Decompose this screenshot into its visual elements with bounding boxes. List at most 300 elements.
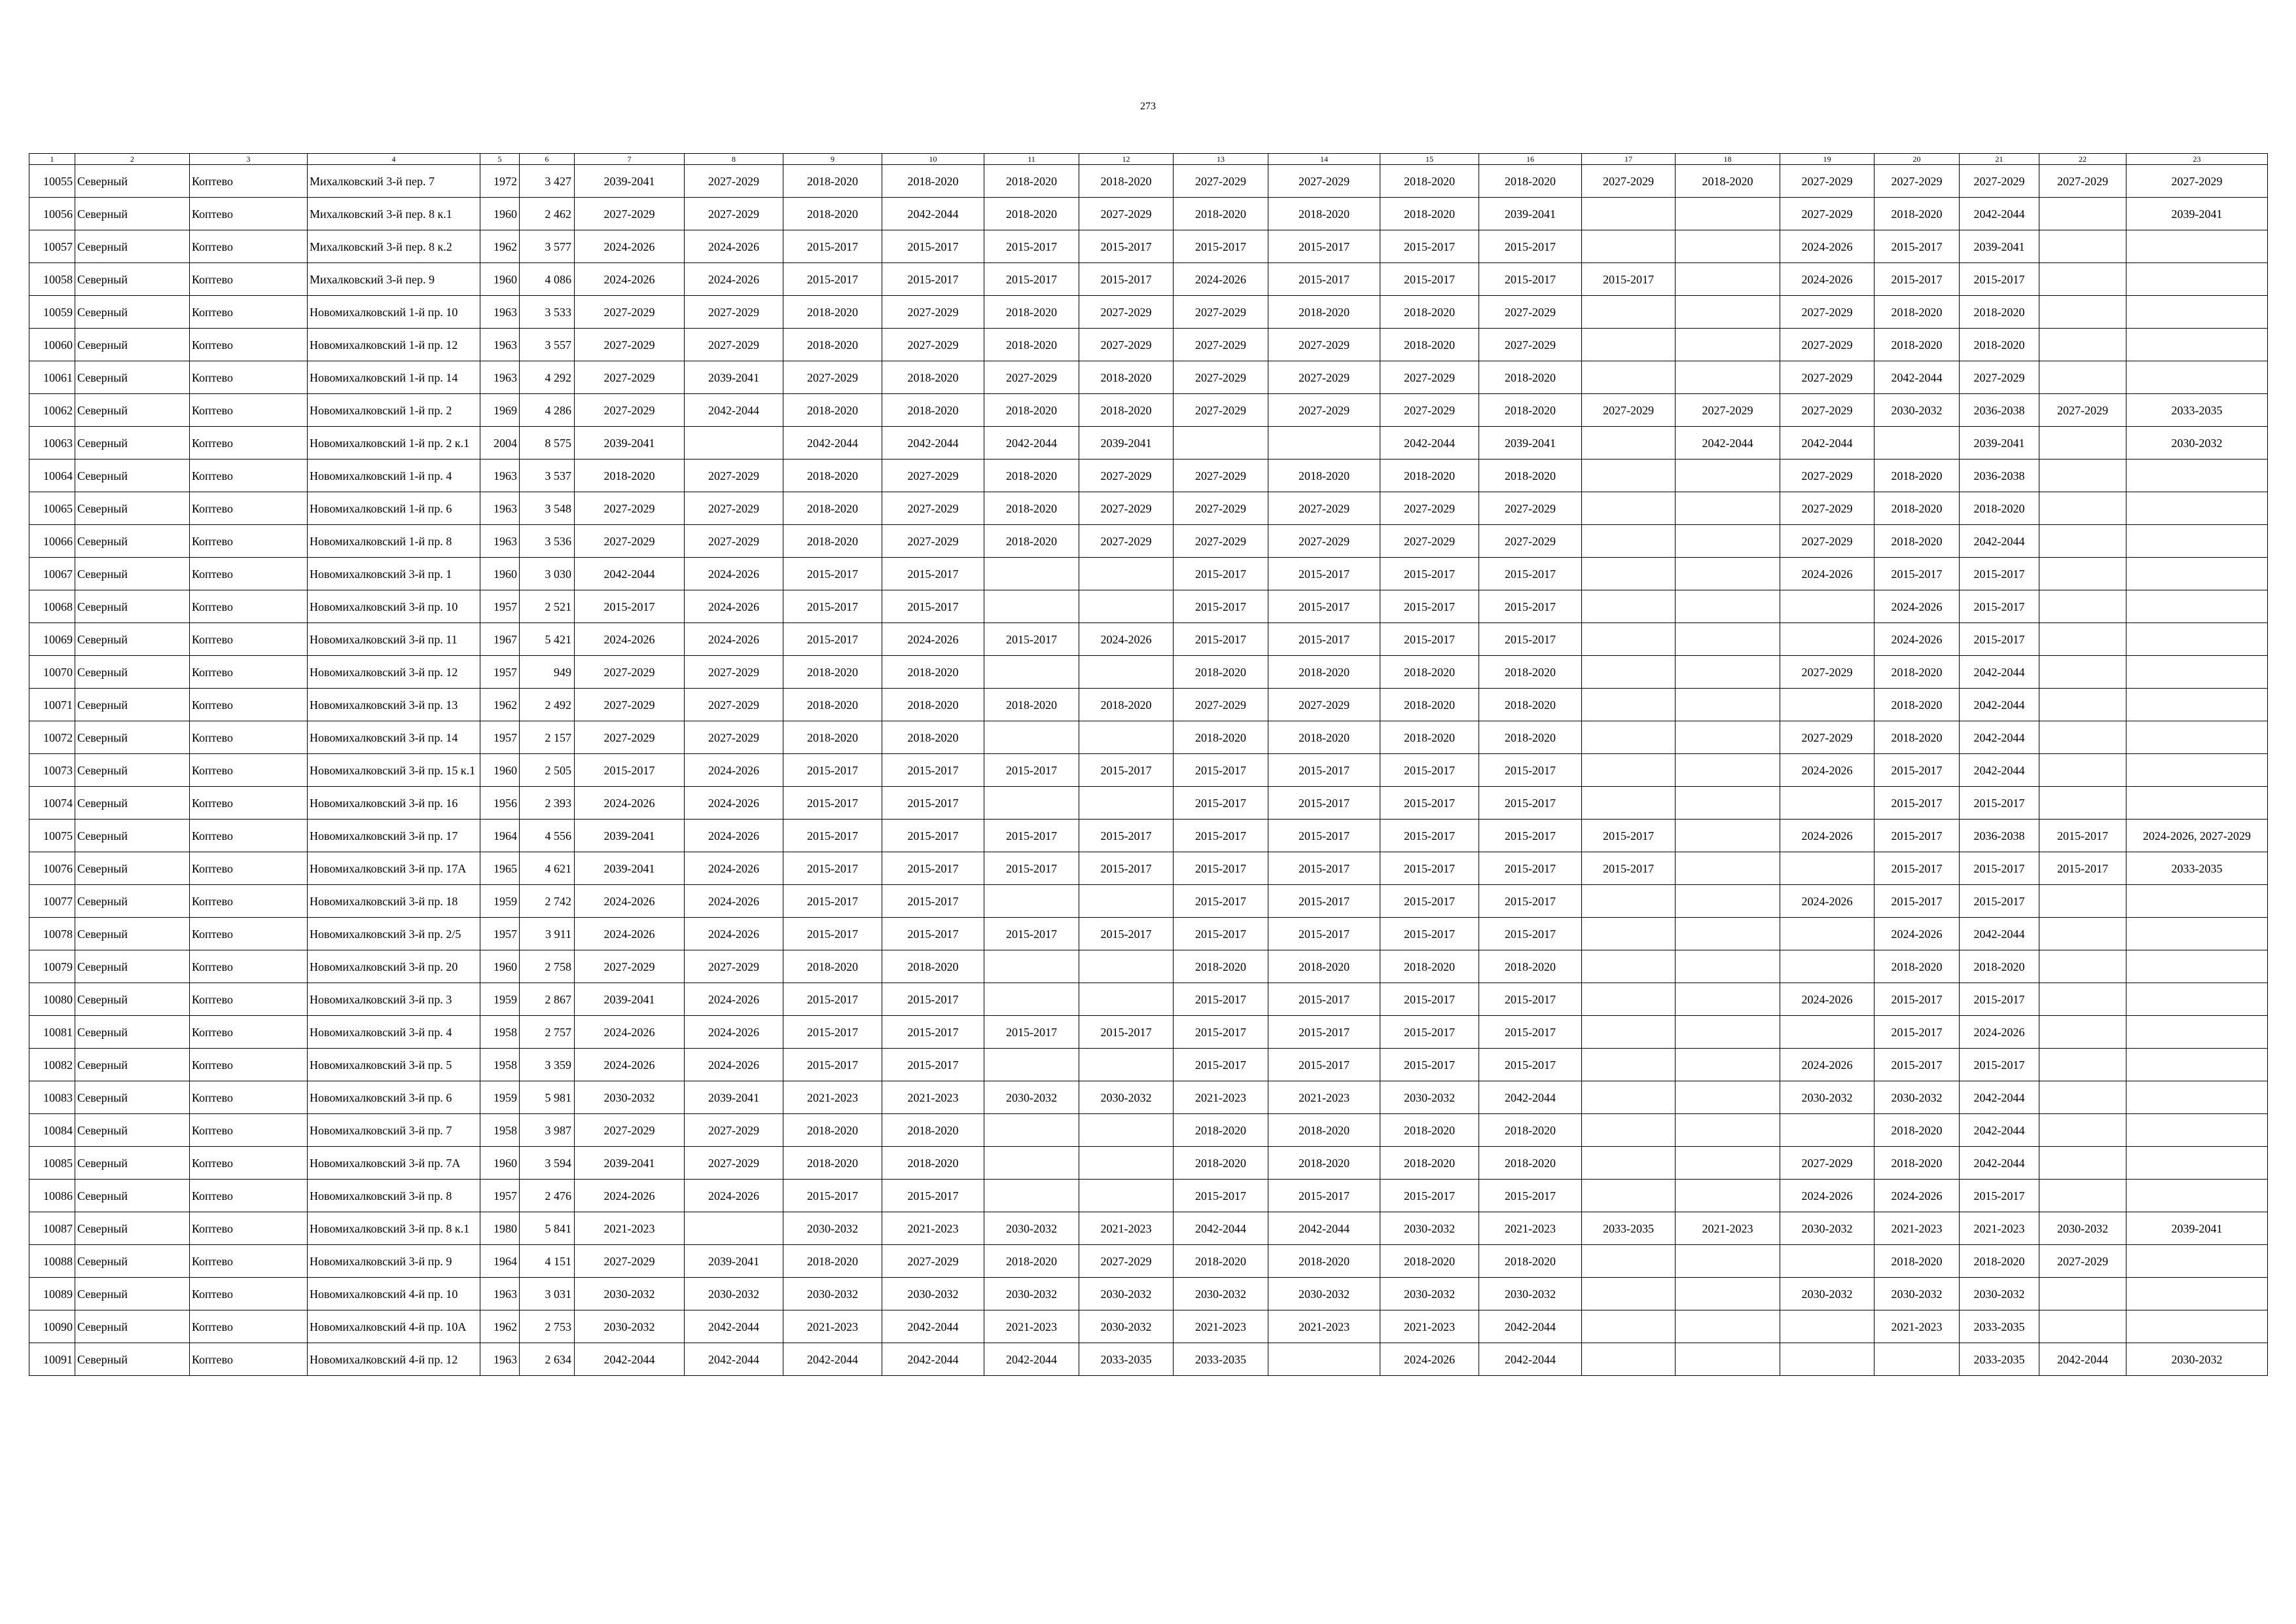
period-cell: 2015-2017	[1874, 230, 1960, 263]
period-cell	[2039, 460, 2126, 492]
period-cell: 2015-2017	[1268, 820, 1380, 852]
period-cell	[1676, 1310, 1780, 1343]
period-cell	[1676, 590, 1780, 623]
column-number-header: 20	[1874, 154, 1960, 165]
period-cell: 2018-2020	[1874, 1245, 1960, 1278]
period-cell: 2024-2026	[1780, 820, 1874, 852]
period-cell: 2030-2032	[1380, 1278, 1479, 1310]
period-cell: 2024-2026	[1780, 1049, 1874, 1081]
district-cell: Северный	[75, 198, 190, 230]
period-cell: 2027-2029	[1174, 460, 1268, 492]
row-id-cell: 10081	[29, 1016, 75, 1049]
period-cell	[2126, 1245, 2268, 1278]
period-cell: 2015-2017	[1174, 754, 1268, 787]
period-cell: 2015-2017	[1174, 918, 1268, 950]
year-cell: 1967	[480, 623, 520, 656]
period-cell: 2024-2026	[685, 852, 783, 885]
year-cell: 1960	[480, 558, 520, 590]
period-cell: 2042-2044	[1960, 1081, 2039, 1114]
period-cell	[2039, 1278, 2126, 1310]
table-row	[29, 983, 2268, 1016]
period-cell	[1676, 918, 1780, 950]
row-id-cell: 10083	[29, 1081, 75, 1114]
period-cell: 2015-2017	[1960, 885, 2039, 918]
period-cell	[1174, 427, 1268, 460]
period-cell: 2039-2041	[575, 983, 685, 1016]
period-cell: 2018-2020	[984, 198, 1079, 230]
period-cell: 2021-2023	[1874, 1310, 1960, 1343]
year-cell: 1980	[480, 1212, 520, 1245]
address-cell: Новомихалковский 3-й пр. 17	[308, 820, 480, 852]
area-cell: Коптево	[190, 329, 308, 361]
period-cell: 2024-2026	[685, 820, 783, 852]
period-cell: 2015-2017	[1079, 754, 1174, 787]
period-cell	[1874, 1343, 1960, 1376]
period-cell: 2024-2026	[575, 1180, 685, 1212]
address-cell: Новомихалковский 3-й пр. 20	[308, 950, 480, 983]
period-cell: 2015-2017	[1079, 820, 1174, 852]
period-cell	[1676, 950, 1780, 983]
period-cell	[1780, 787, 1874, 820]
row-id-cell: 10084	[29, 1114, 75, 1147]
period-cell	[2039, 361, 2126, 394]
column-number-header: 7	[575, 154, 685, 165]
row-id-cell: 10091	[29, 1343, 75, 1376]
period-cell	[1079, 950, 1174, 983]
year-cell: 1957	[480, 590, 520, 623]
year-cell: 1956	[480, 787, 520, 820]
period-cell: 2018-2020	[1874, 198, 1960, 230]
period-cell: 2042-2044	[882, 1310, 984, 1343]
period-cell: 2027-2029	[1479, 296, 1582, 329]
period-cell	[1780, 1310, 1874, 1343]
period-cell: 2036-2038	[1960, 460, 2039, 492]
period-cell	[1676, 754, 1780, 787]
period-cell: 2015-2017	[1380, 1016, 1479, 1049]
period-cell: 2021-2023	[575, 1212, 685, 1245]
period-cell	[1676, 230, 1780, 263]
area-cell: Коптево	[190, 754, 308, 787]
period-cell: 2024-2026	[685, 885, 783, 918]
period-cell: 2027-2029	[575, 361, 685, 394]
table-row	[29, 165, 2268, 198]
period-cell: 2027-2029	[1268, 525, 1380, 558]
column-number-header: 4	[308, 154, 480, 165]
period-cell	[2039, 1049, 2126, 1081]
period-cell	[1780, 918, 1874, 950]
area-cell: Коптево	[190, 1278, 308, 1310]
area-cell: Коптево	[190, 1245, 308, 1278]
district-cell: Северный	[75, 329, 190, 361]
period-cell	[2126, 1310, 2268, 1343]
row-id-cell: 10056	[29, 198, 75, 230]
period-cell: 2015-2017	[1268, 885, 1380, 918]
period-cell: 2015-2017	[882, 590, 984, 623]
year-cell: 1960	[480, 198, 520, 230]
year-cell: 1963	[480, 492, 520, 525]
period-cell	[2126, 1180, 2268, 1212]
period-cell: 2015-2017	[2039, 820, 2126, 852]
year-cell: 1957	[480, 1180, 520, 1212]
period-cell: 2027-2029	[1780, 361, 1874, 394]
row-id-cell: 10077	[29, 885, 75, 918]
period-cell: 2027-2029	[575, 525, 685, 558]
row-id-cell: 10062	[29, 394, 75, 427]
row-id-cell: 10076	[29, 852, 75, 885]
period-cell: 2018-2020	[783, 198, 882, 230]
period-cell: 2027-2029	[1780, 525, 1874, 558]
column-number-header: 13	[1174, 154, 1268, 165]
district-cell: Северный	[75, 1343, 190, 1376]
period-cell	[1582, 754, 1676, 787]
period-cell: 2027-2029	[1268, 689, 1380, 721]
area-cell: Коптево	[190, 1114, 308, 1147]
total-area-cell: 2 521	[520, 590, 575, 623]
period-cell	[2126, 460, 2268, 492]
period-cell: 2024-2026	[685, 787, 783, 820]
period-cell	[2039, 296, 2126, 329]
period-cell: 2015-2017	[1479, 852, 1582, 885]
period-cell: 2018-2020	[783, 492, 882, 525]
period-cell: 2024-2026	[1780, 263, 1874, 296]
period-cell: 2027-2029	[1676, 394, 1780, 427]
column-number-header: 9	[783, 154, 882, 165]
period-cell: 2030-2032	[2039, 1212, 2126, 1245]
period-cell: 2027-2029	[1780, 721, 1874, 754]
period-cell	[1582, 1049, 1676, 1081]
period-cell: 2042-2044	[1960, 198, 2039, 230]
area-cell: Коптево	[190, 1147, 308, 1180]
period-cell	[1676, 623, 1780, 656]
period-cell: 2027-2029	[1268, 361, 1380, 394]
period-cell	[2039, 590, 2126, 623]
period-cell: 2027-2029	[2039, 394, 2126, 427]
period-cell: 2018-2020	[1479, 721, 1582, 754]
period-cell: 2033-2035	[1079, 1343, 1174, 1376]
table-row	[29, 721, 2268, 754]
period-cell: 2018-2020	[1479, 1147, 1582, 1180]
district-cell: Северный	[75, 918, 190, 950]
period-cell: 2015-2017	[783, 918, 882, 950]
period-cell	[1676, 1278, 1780, 1310]
period-cell	[1780, 1343, 1874, 1376]
period-cell: 2015-2017	[1268, 590, 1380, 623]
period-cell: 2027-2029	[882, 492, 984, 525]
address-cell: Новомихалковский 1-й пр. 12	[308, 329, 480, 361]
period-cell	[1676, 492, 1780, 525]
period-cell	[1582, 885, 1676, 918]
period-cell: 2018-2020	[1268, 1245, 1380, 1278]
period-cell: 2015-2017	[1079, 1016, 1174, 1049]
period-cell: 2030-2032	[882, 1278, 984, 1310]
period-cell: 2018-2020	[1079, 165, 1174, 198]
period-cell: 2042-2044	[1960, 1114, 2039, 1147]
period-cell: 2018-2020	[1380, 460, 1479, 492]
period-cell: 2024-2026	[685, 558, 783, 590]
area-cell: Коптево	[190, 1343, 308, 1376]
period-cell: 2027-2029	[685, 296, 783, 329]
period-cell	[2126, 983, 2268, 1016]
table-row	[29, 689, 2268, 721]
period-cell: 2030-2032	[1874, 1278, 1960, 1310]
period-cell: 2018-2020	[1174, 1147, 1268, 1180]
total-area-cell: 2 393	[520, 787, 575, 820]
area-cell: Коптево	[190, 525, 308, 558]
period-cell: 2027-2029	[1479, 525, 1582, 558]
period-cell: 2018-2020	[1874, 329, 1960, 361]
period-cell: 2024-2026	[685, 590, 783, 623]
year-cell: 1965	[480, 852, 520, 885]
total-area-cell: 5 421	[520, 623, 575, 656]
year-cell: 1972	[480, 165, 520, 198]
period-cell: 2027-2029	[1268, 394, 1380, 427]
column-number-header: 11	[984, 154, 1079, 165]
period-cell: 2030-2032	[1079, 1310, 1174, 1343]
year-cell: 1962	[480, 230, 520, 263]
period-cell: 2015-2017	[1268, 852, 1380, 885]
period-cell: 2015-2017	[882, 1180, 984, 1212]
district-cell: Северный	[75, 1278, 190, 1310]
period-cell: 2015-2017	[882, 754, 984, 787]
area-cell: Коптево	[190, 1212, 308, 1245]
period-cell	[1582, 623, 1676, 656]
period-cell	[2039, 263, 2126, 296]
column-number-header: 5	[480, 154, 520, 165]
column-number-header: 17	[1582, 154, 1676, 165]
area-cell: Коптево	[190, 1049, 308, 1081]
period-cell: 2018-2020	[984, 296, 1079, 329]
period-cell: 2018-2020	[882, 1114, 984, 1147]
district-cell: Северный	[75, 1016, 190, 1049]
period-cell: 2027-2029	[1780, 329, 1874, 361]
period-cell: 2024-2026	[1780, 754, 1874, 787]
row-id-cell: 10064	[29, 460, 75, 492]
period-cell: 2021-2023	[783, 1310, 882, 1343]
period-cell: 2042-2044	[1960, 721, 2039, 754]
period-cell: 2042-2044	[882, 198, 984, 230]
period-cell: 2024-2026	[1174, 263, 1268, 296]
period-cell	[1780, 950, 1874, 983]
area-cell: Коптево	[190, 296, 308, 329]
year-cell: 1960	[480, 754, 520, 787]
table-row	[29, 329, 2268, 361]
period-cell: 2015-2017	[1079, 852, 1174, 885]
period-cell: 2030-2032	[2126, 427, 2268, 460]
address-cell: Новомихалковский 1-й пр. 6	[308, 492, 480, 525]
address-cell: Новомихалковский 4-й пр. 10	[308, 1278, 480, 1310]
period-cell	[1780, 590, 1874, 623]
period-cell: 2015-2017	[575, 754, 685, 787]
period-cell	[2039, 1310, 2126, 1343]
period-cell: 2027-2029	[1079, 460, 1174, 492]
period-cell: 2033-2035	[1174, 1343, 1268, 1376]
period-cell	[1582, 918, 1676, 950]
table-row	[29, 230, 2268, 263]
period-cell: 2015-2017	[984, 1016, 1079, 1049]
period-cell: 2042-2044	[1960, 754, 2039, 787]
period-cell: 2018-2020	[783, 460, 882, 492]
period-cell	[1780, 1245, 1874, 1278]
total-area-cell: 3 987	[520, 1114, 575, 1147]
period-cell	[1676, 885, 1780, 918]
period-cell: 2027-2029	[1479, 492, 1582, 525]
area-cell: Коптево	[190, 1081, 308, 1114]
district-cell: Северный	[75, 460, 190, 492]
period-cell: 2024-2026	[1874, 623, 1960, 656]
period-cell: 2027-2029	[1174, 525, 1268, 558]
period-cell	[2039, 1081, 2126, 1114]
year-cell: 1962	[480, 1310, 520, 1343]
period-cell	[2126, 721, 2268, 754]
year-cell: 1958	[480, 1114, 520, 1147]
period-cell: 2015-2017	[1960, 623, 2039, 656]
period-cell: 2030-2032	[1174, 1278, 1268, 1310]
period-cell: 2015-2017	[882, 885, 984, 918]
period-cell	[1582, 525, 1676, 558]
period-cell: 2015-2017	[1174, 590, 1268, 623]
year-cell: 1963	[480, 296, 520, 329]
period-cell: 2030-2032	[1874, 1081, 1960, 1114]
period-cell	[2126, 754, 2268, 787]
year-cell: 1963	[480, 1278, 520, 1310]
period-cell: 2015-2017	[1380, 263, 1479, 296]
period-cell: 2042-2044	[882, 1343, 984, 1376]
period-cell: 2015-2017	[1268, 983, 1380, 1016]
period-cell: 2024-2026	[1780, 885, 1874, 918]
period-cell: 2042-2044	[1960, 1147, 2039, 1180]
row-id-cell: 10063	[29, 427, 75, 460]
column-number-header: 23	[2126, 154, 2268, 165]
period-cell: 2021-2023	[1380, 1310, 1479, 1343]
period-cell: 2042-2044	[575, 558, 685, 590]
table-row	[29, 1114, 2268, 1147]
period-cell	[1079, 558, 1174, 590]
period-cell: 2018-2020	[1676, 165, 1780, 198]
total-area-cell: 3 548	[520, 492, 575, 525]
period-cell: 2018-2020	[783, 950, 882, 983]
period-cell: 2015-2017	[984, 918, 1079, 950]
period-cell: 2027-2029	[1174, 394, 1268, 427]
period-cell: 2021-2023	[1676, 1212, 1780, 1245]
period-cell: 2027-2029	[575, 656, 685, 689]
row-id-cell: 10075	[29, 820, 75, 852]
period-cell: 2021-2023	[1174, 1310, 1268, 1343]
row-id-cell: 10071	[29, 689, 75, 721]
period-cell: 2027-2029	[575, 721, 685, 754]
period-cell: 2015-2017	[783, 852, 882, 885]
row-id-cell: 10089	[29, 1278, 75, 1310]
period-cell: 2018-2020	[783, 329, 882, 361]
column-number-row	[29, 154, 2268, 165]
period-cell: 2027-2029	[575, 950, 685, 983]
period-cell: 2018-2020	[783, 1245, 882, 1278]
period-cell: 2039-2041	[1479, 198, 1582, 230]
year-cell: 1958	[480, 1049, 520, 1081]
period-cell	[1079, 983, 1174, 1016]
period-cell	[1676, 689, 1780, 721]
year-cell: 1962	[480, 689, 520, 721]
period-cell: 2030-2032	[1780, 1081, 1874, 1114]
period-cell: 2015-2017	[882, 230, 984, 263]
period-cell: 2027-2029	[1479, 329, 1582, 361]
address-cell: Новомихалковский 1-й пр. 14	[308, 361, 480, 394]
row-id-cell: 10078	[29, 918, 75, 950]
period-cell: 2015-2017	[783, 1049, 882, 1081]
period-cell: 2018-2020	[1174, 198, 1268, 230]
district-cell: Северный	[75, 1147, 190, 1180]
period-cell: 2018-2020	[984, 329, 1079, 361]
period-cell: 2027-2029	[1079, 198, 1174, 230]
row-id-cell: 10087	[29, 1212, 75, 1245]
period-cell: 2018-2020	[1479, 689, 1582, 721]
year-cell: 1959	[480, 885, 520, 918]
address-cell: Новомихалковский 3-й пр. 8	[308, 1180, 480, 1212]
period-cell: 2027-2029	[1268, 165, 1380, 198]
address-cell: Новомихалковский 3-й пр. 6	[308, 1081, 480, 1114]
period-cell: 2018-2020	[1479, 656, 1582, 689]
total-area-cell: 2 634	[520, 1343, 575, 1376]
period-cell: 2042-2044	[1268, 1212, 1380, 1245]
period-cell: 2018-2020	[1268, 460, 1380, 492]
period-cell: 2015-2017	[1174, 1049, 1268, 1081]
period-cell: 2039-2041	[1479, 427, 1582, 460]
period-cell: 2024-2026	[685, 918, 783, 950]
period-cell	[1780, 852, 1874, 885]
period-cell: 2042-2044	[1479, 1310, 1582, 1343]
year-cell: 1963	[480, 525, 520, 558]
period-cell: 2018-2020	[882, 361, 984, 394]
table-row	[29, 918, 2268, 950]
total-area-cell: 2 867	[520, 983, 575, 1016]
period-cell: 2015-2017	[1268, 787, 1380, 820]
year-cell: 1963	[480, 1343, 520, 1376]
period-cell: 2015-2017	[783, 1016, 882, 1049]
period-cell: 2030-2032	[575, 1278, 685, 1310]
period-cell: 2015-2017	[882, 1016, 984, 1049]
period-cell	[984, 1049, 1079, 1081]
period-cell: 2021-2023	[1079, 1212, 1174, 1245]
period-cell: 2015-2017	[783, 787, 882, 820]
period-cell: 2018-2020	[1174, 1114, 1268, 1147]
column-number-header: 21	[1960, 154, 2039, 165]
period-cell	[2039, 754, 2126, 787]
period-cell: 2027-2029	[575, 689, 685, 721]
period-cell: 2024-2026	[685, 263, 783, 296]
period-cell: 2018-2020	[1874, 460, 1960, 492]
period-cell: 2039-2041	[575, 1147, 685, 1180]
total-area-cell: 3 427	[520, 165, 575, 198]
period-cell	[1582, 558, 1676, 590]
period-cell: 2015-2017	[1874, 787, 1960, 820]
period-cell: 2015-2017	[1380, 787, 1479, 820]
address-cell: Михалковский 3-й пер. 8 к.1	[308, 198, 480, 230]
total-area-cell: 4 151	[520, 1245, 575, 1278]
row-id-cell: 10058	[29, 263, 75, 296]
period-cell: 2015-2017	[1268, 754, 1380, 787]
column-number-header: 3	[190, 154, 308, 165]
period-cell: 2024-2026	[1380, 1343, 1479, 1376]
period-cell	[1676, 1049, 1780, 1081]
district-cell: Северный	[75, 1049, 190, 1081]
period-cell	[1582, 1081, 1676, 1114]
district-cell: Северный	[75, 820, 190, 852]
period-cell: 2015-2017	[984, 820, 1079, 852]
total-area-cell: 2 505	[520, 754, 575, 787]
total-area-cell: 2 753	[520, 1310, 575, 1343]
period-cell: 2024-2026	[1874, 590, 1960, 623]
period-cell	[2039, 689, 2126, 721]
period-cell: 2021-2023	[1268, 1081, 1380, 1114]
